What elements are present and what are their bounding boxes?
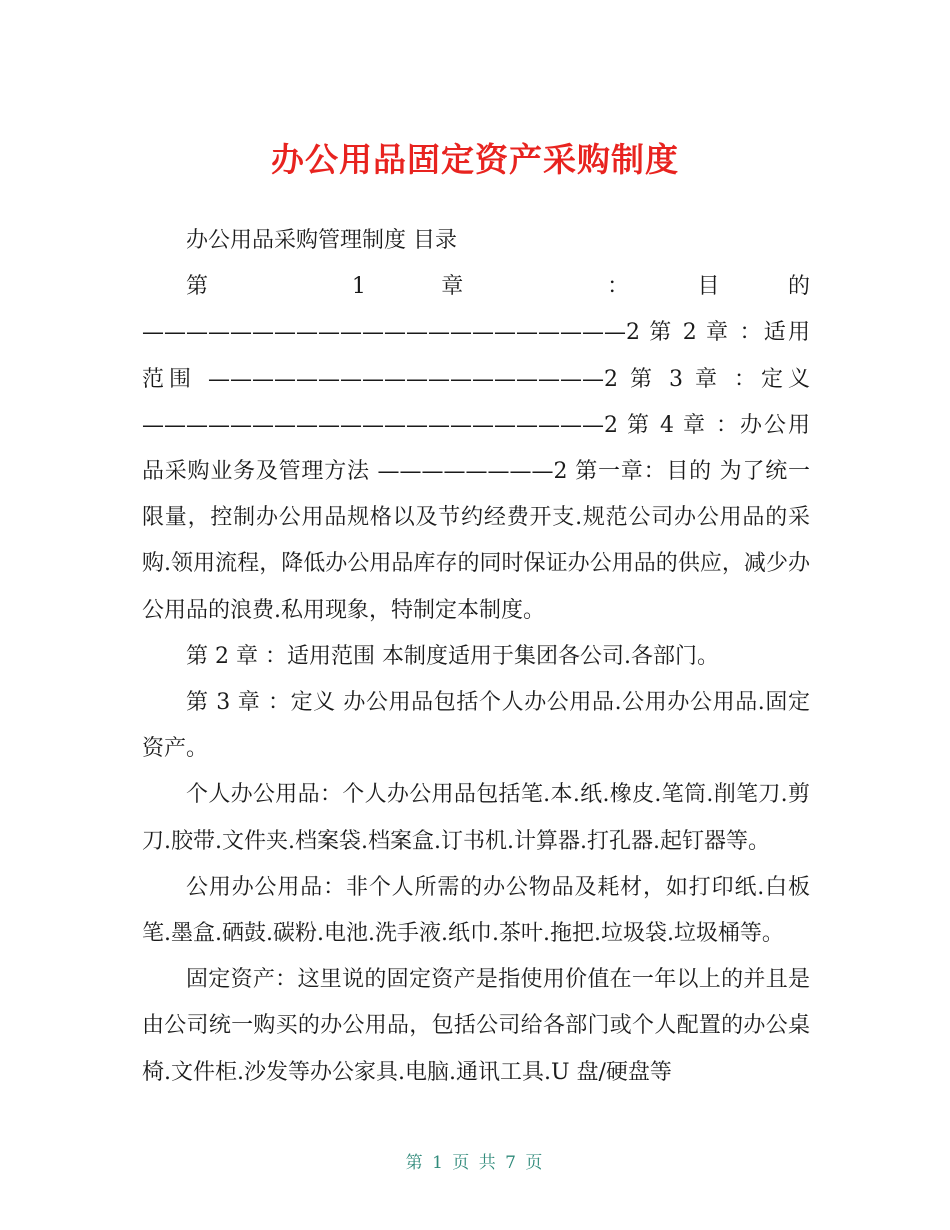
- chapter-3-paragraph: 第 3 章 ：定义 办公用品包括个人办公用品.公用办公用品.固定资产。: [142, 690, 810, 762]
- document-title: 办公用品固定资产采购制度: [271, 140, 679, 180]
- document-body: [142, 218, 810, 1096]
- toc-and-chapter-1: 第 1 章 ：目的 ——————————————————————2 第 2 章 ：适用范围 ——————————————————2 第 3 章 ：定义 —————————————————————2 第 4 章 ：办公用品采购业务及管理方法 ————————2 第一章：目的 为了统一限量，控制办公用品规格以及节约经费开支.规范公司办公用品的采购.领用流程，降低办公用品库存的同时保证办公用品的供应，减少办公用品的浪费.私用现象，特制定本制度。: [142, 274, 810, 623]
- fixed-assets-paragraph: 固定资产：这里说的固定资产是指使用价值在一年以上的并且是由公司统一购买的办公用品，包括公司给各部门或个人配置的办公桌椅.文件柜.沙发等办公家具.电脑.通讯工具.U 盘/硬盘等: [142, 967, 810, 1085]
- toc-heading: 办公用品采购管理制度 目录: [186, 228, 457, 253]
- public-supplies-paragraph: 公用办公用品：非个人所需的办公物品及耗材，如打印纸.白板笔.墨盒.硒鼓.碳粉.电池.洗手液.纸巾.茶叶.拖把.垃圾袋.垃圾桶等。: [142, 874, 810, 947]
- personal-supplies-paragraph: 个人办公用品：个人办公用品包括笔.本.纸.橡皮.笔筒.削笔刀.剪刀.胶带.文件夹.档案袋.档案盒.订书机.计算器.打孔器.起钉器等。: [142, 782, 810, 854]
- chapter-2-paragraph: 第 2 章 ：适用范围 本制度适用于集团各公司.各部门。: [186, 643, 719, 669]
- page-number-footer: 第 1 页 共 7 页: [405, 1153, 545, 1173]
